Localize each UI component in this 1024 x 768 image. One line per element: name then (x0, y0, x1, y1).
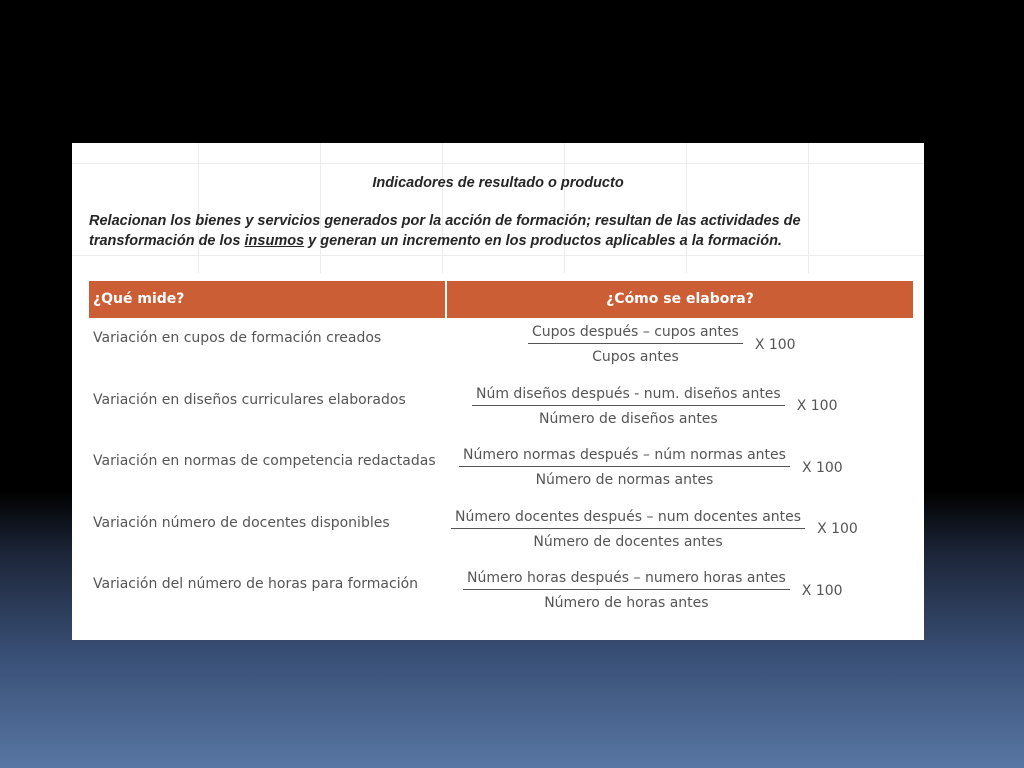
table-row (89, 441, 913, 503)
metric-label: Variación en cupos de formación creados (93, 330, 382, 346)
formula (472, 386, 837, 427)
formula-denominator: Número de horas antes (544, 595, 709, 611)
formula-fraction (528, 324, 743, 365)
formula-denominator: Número de docentes antes (533, 533, 723, 550)
formula-numerator: Núm diseños después - num. diseños antes (476, 385, 781, 402)
metric-label: Variación en diseños curriculares elaborados (93, 391, 406, 408)
header-what-measures: ¿Qué mide? (89, 281, 447, 318)
intro-text-end: y generan un incremento en los productos aplicables a la formación. (304, 233, 782, 249)
indicators-table (89, 281, 913, 626)
metric-label: Variación del número de horas para formación (93, 576, 419, 592)
formula-numerator: Número normas después – núm normas antes (463, 447, 786, 463)
formula-numerator: Número docentes después – num docentes antes (455, 508, 802, 525)
formula-fraction (463, 570, 790, 611)
table-header (89, 281, 913, 318)
formula-multiplier: X 100 (817, 521, 858, 537)
formula (459, 447, 843, 488)
formula-fraction (451, 509, 805, 550)
header-how-built: ¿Cómo se elabora? (606, 291, 754, 307)
formula-multiplier: X 100 (754, 336, 796, 353)
table-row (89, 503, 913, 565)
formula (528, 324, 796, 365)
formula-multiplier: X 100 (801, 459, 843, 476)
indicators-table-image (72, 143, 924, 640)
intro-text: Relacionan los bienes y servicios generados por la acción de formación; resultan de las actividades de transformación de los (89, 213, 801, 249)
formula-numerator: Cupos después – cupos antes (532, 324, 739, 340)
formula-multiplier: X 100 (801, 582, 843, 599)
section-heading: Indicadores de resultado o producto (372, 175, 624, 191)
background-gridline (72, 255, 924, 256)
table-row (89, 564, 913, 626)
formula-numerator: Número horas después – numero horas antes (467, 570, 786, 586)
formula-fraction (459, 447, 790, 488)
metric-label: Variación en normas de competencia redactadas (93, 453, 436, 469)
formula (463, 570, 843, 611)
background-gridline (72, 163, 924, 164)
formula-fraction (472, 386, 785, 427)
formula (451, 509, 858, 550)
formula-denominator: Número de normas antes (535, 472, 714, 488)
intro-underlined-word: insumos (244, 233, 305, 249)
intro-paragraph (89, 211, 909, 251)
table-row (89, 318, 913, 380)
formula-denominator: Número de diseños antes (538, 410, 718, 427)
formula-denominator: Cupos antes (592, 349, 679, 365)
metric-label: Variación número de docentes disponibles (93, 514, 390, 531)
formula-multiplier: X 100 (796, 398, 838, 414)
table-row (89, 380, 913, 442)
